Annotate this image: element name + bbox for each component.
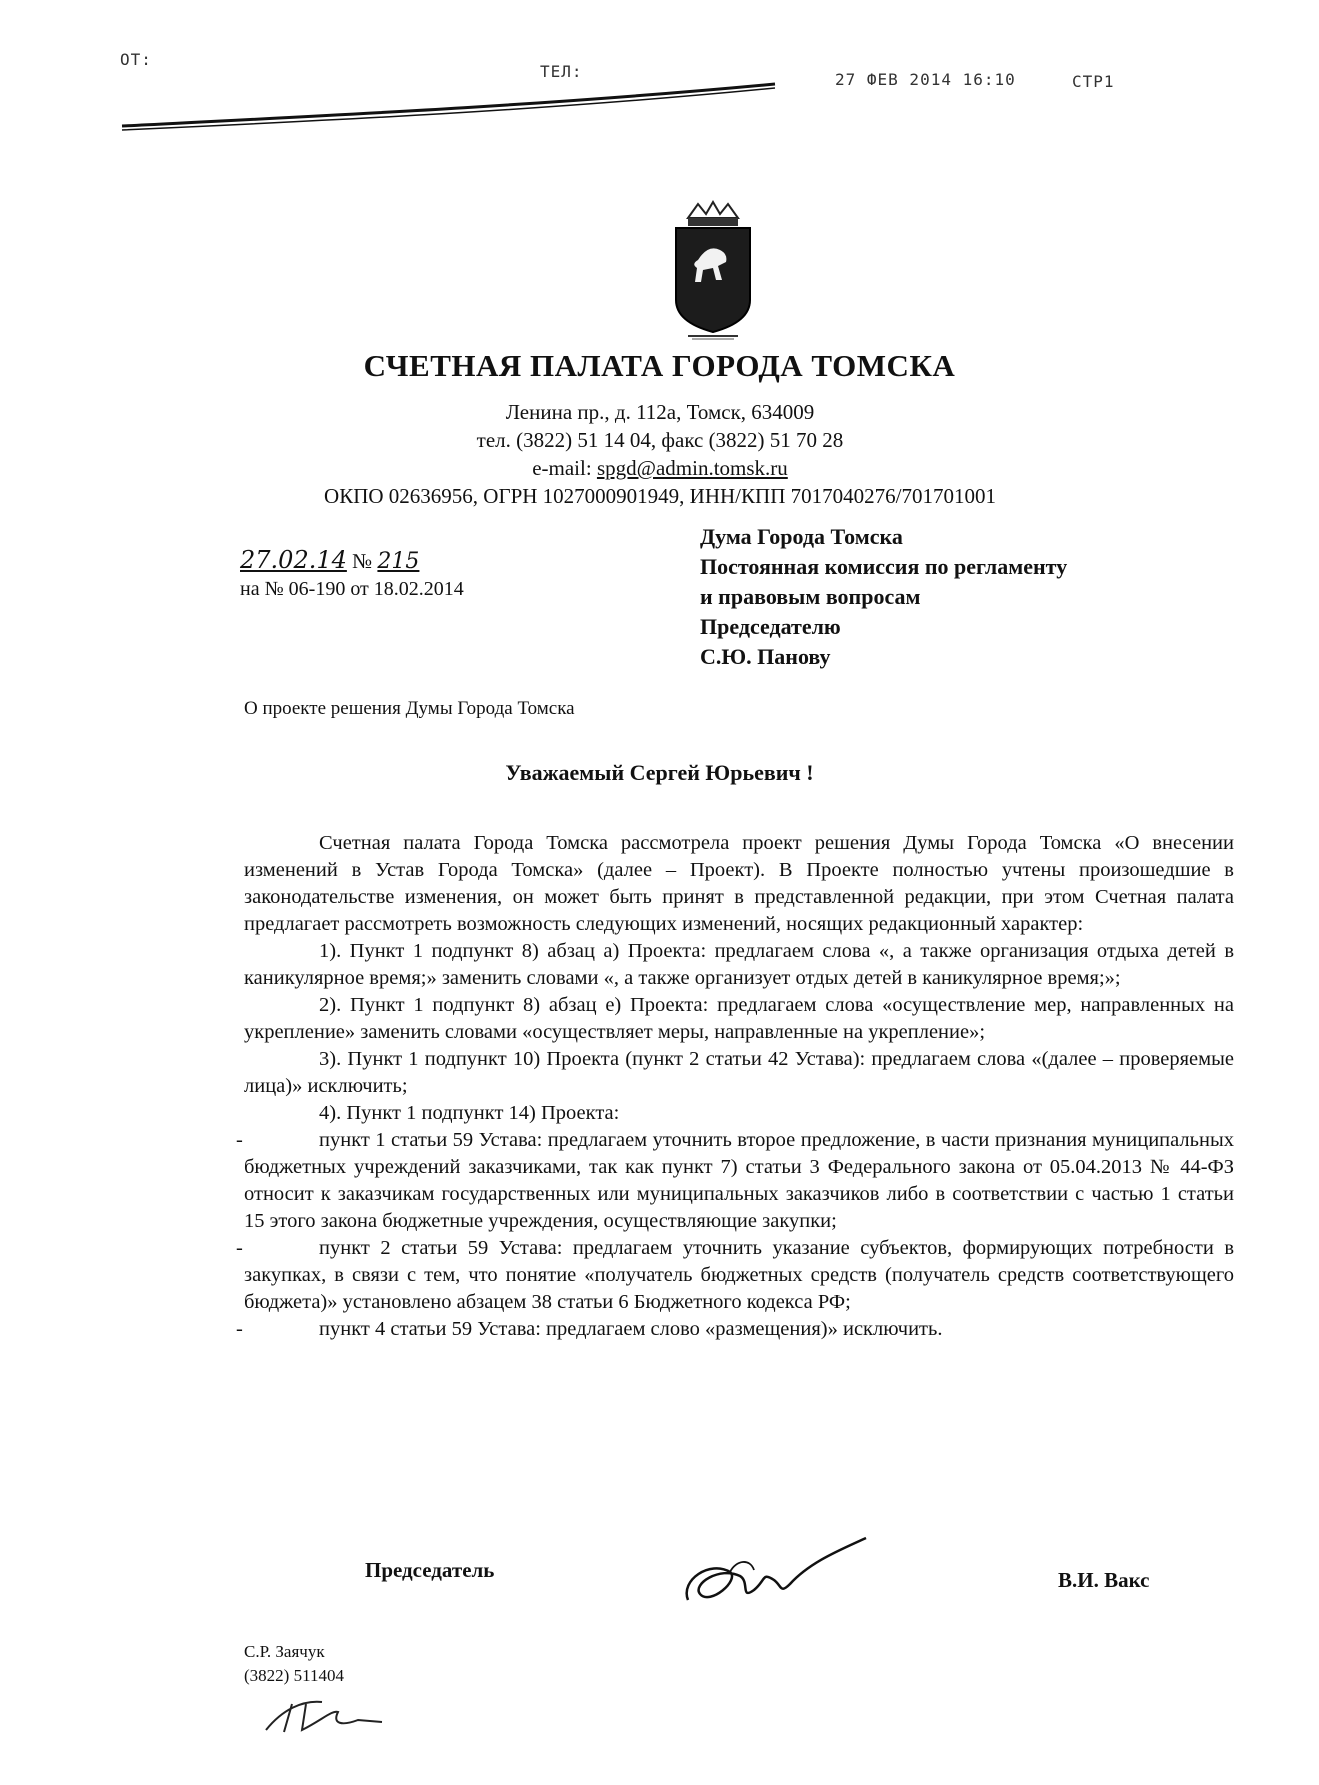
body-subitem-3: [236, 1316, 1234, 1343]
organization-name: СЧЕТНАЯ ПАЛАТА ГОРОДА ТОМСКА: [363, 348, 956, 383]
signature-title: Председатель: [365, 1558, 495, 1582]
body-item-2: 2). Пункт 1 подпункт 8) абзац е) Проекта: предлагаем слова «осуществление мер, направленных на укрепление» заменить словами «осуществляет меры, направленные на укрепление»;: [244, 994, 1234, 1043]
fax-header-rule: [120, 76, 780, 132]
fax-page: СТР1: [1072, 72, 1115, 91]
signatory-name: В.И. Вакс: [1058, 1568, 1150, 1592]
outgoing-number-label: №: [352, 549, 373, 573]
dash-marker: -: [236, 1318, 243, 1340]
addressee-line: Председателю: [700, 614, 841, 639]
tomsk-coat-of-arms-emblem: [668, 200, 758, 342]
letter-subject: О проекте решения Думы Города Томска: [244, 698, 575, 719]
outgoing-number-line: [240, 546, 419, 574]
organization-phone: тел. (3822) 51 14 04, факс (3822) 51 70 28: [476, 428, 844, 452]
body-item-4: 4). Пункт 1 подпункт 14) Проекта:: [319, 1102, 620, 1124]
addressee-block: [700, 522, 1160, 672]
addressee-line: и правовым вопросам: [700, 584, 921, 609]
body-item-1: 1). Пункт 1 подпункт 8) абзац а) Проекта: предлагаем слова «, а также организация отдыха детей в каникулярное время;» заменить словами «, а также организует отдых детей в каникулярное время;»;: [244, 940, 1234, 989]
outgoing-date-handwritten: 27.02.14: [240, 546, 347, 574]
addressee-line: Постоянная комиссия по регламенту: [700, 554, 1068, 579]
outgoing-number-handwritten: 215: [377, 549, 420, 574]
organization-address: Ленина пр., д. 112а, Томск, 634009: [505, 400, 815, 424]
executor-name: С.Р. Заячук: [244, 1642, 325, 1661]
addressee-line: Дума Города Томска: [700, 524, 903, 549]
signature-handwritten: [670, 1510, 870, 1620]
organization-registration-codes: ОКПО 02636956, ОГРН 1027000901949, ИНН/КПП 7017040276/701701001: [324, 484, 996, 508]
organization-email-line: [340, 456, 980, 481]
body-intro-paragraph: Счетная палата Города Томска рассмотрела проект решения Думы Города Томска «О внесении изменений в Устав Города Томска» (далее – Проект). В Проекте полностью учтены произошедшие в законодательстве изменения, он может быть принят в представленной редакции, при этом Счетная палата предлагает рассмотреть возможность следующих изменений, носящих редакционный характер:: [244, 832, 1234, 935]
incoming-reference: на № 06-190 от 18.02.2014: [240, 578, 464, 600]
fax-from-label: ОТ:: [120, 50, 152, 69]
body-subitem-2: [236, 1235, 1234, 1316]
body-item-3: 3). Пункт 1 подпункт 10) Проекта (пункт 2 статьи 42 Устава): предлагаем слова «(далее – проверяемые лица)» исключить;: [244, 1048, 1234, 1097]
body-subitem-1: [236, 1127, 1234, 1235]
executor-block: [244, 1640, 344, 1688]
body-subitem-1-text: пункт 1 статьи 59 Устава: предлагаем уточнить второе предложение, в части признания муниципальных бюджетных учреждений заказчиками, так как пункт 7) статьи 3 Федерального закона от 05.04.2013 № 44-ФЗ относит к заказчикам государственных или муниципальных заказчиков либо в соответствии с частью 1 статьи 15 этого закона бюджетные учреждения, осуществляющие закупки;: [244, 1129, 1234, 1232]
executor-initials-handwritten: [262, 1690, 392, 1740]
executor-phone: (3822) 511404: [244, 1666, 344, 1685]
dash-marker: -: [236, 1237, 243, 1259]
addressee-line: С.Ю. Панову: [700, 644, 831, 669]
body-subitem-2-text: пункт 2 статьи 59 Устава: предлагаем уточнить указание субъектов, формирующих потребности в закупках, в связи с тем, что понятие «получатель бюджетных средств (получатель средств соответствующего бюджета)» установлено абзацем 38 статьи 6 Бюджетного кодекса РФ;: [244, 1237, 1234, 1313]
letter-body: [236, 830, 1234, 1343]
fax-datetime: 27 ФЕВ 2014 16:10: [835, 70, 1016, 89]
greeting: Уважаемый Сергей Юрьевич !: [505, 760, 814, 785]
body-subitem-3-text: пункт 4 статьи 59 Устава: предлагаем слово «размещения)» исключить.: [319, 1318, 943, 1340]
fax-tel-label: ТЕЛ:: [540, 62, 583, 81]
dash-marker: -: [236, 1129, 243, 1151]
email-link[interactable]: spgd@admin.tomsk.ru: [596, 456, 788, 480]
email-label: e-mail:: [532, 456, 592, 480]
